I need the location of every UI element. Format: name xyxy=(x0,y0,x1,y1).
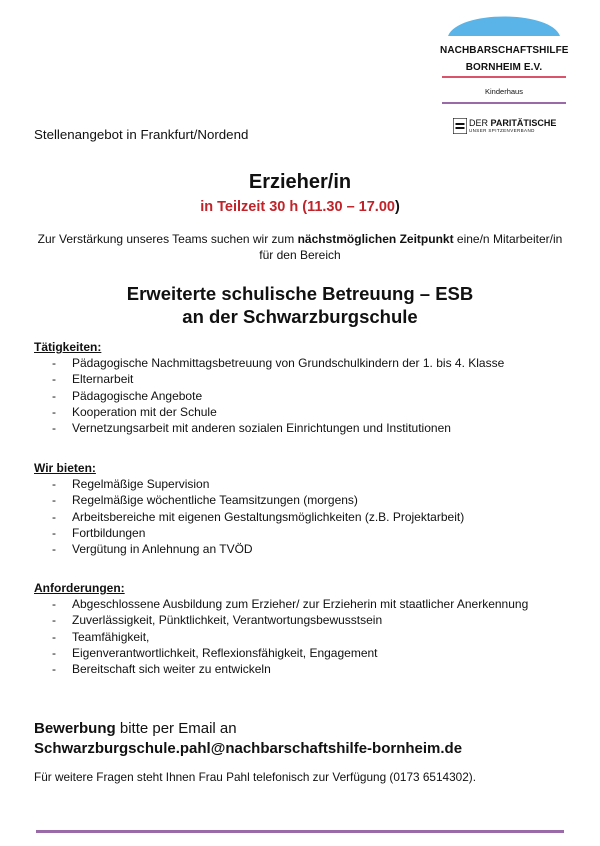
section-wir-bieten xyxy=(34,460,574,557)
intro-text: Zur Verstärkung unseres Teams suchen wir zum nächstmöglichen Zeitpunkt eine/n Mitarbeiter/in für den Bereich xyxy=(37,232,563,262)
list-item: - Regelmäßige Supervision xyxy=(52,477,210,491)
application-line: Bewerbung bitte per Email an xyxy=(34,720,237,737)
job-title: Erzieher/in xyxy=(248,171,352,193)
list-item: - Bereitschaft sich weiter zu entwickeln xyxy=(52,662,271,677)
list-item: - Pädagogische Nachmittagsbetreuung von Grundschulkindern der 1. bis 4. Klasse xyxy=(52,356,505,370)
paritaet-name: DER PARITÄTISCHE xyxy=(469,118,557,128)
list-item: - Elternarbeit xyxy=(52,372,134,387)
section-label: Anforderungen: xyxy=(34,581,125,595)
application-info xyxy=(34,719,462,759)
list-item: - Pädagogische Angebote xyxy=(52,388,203,403)
list-item: - Teamfähigkeit, xyxy=(52,629,150,644)
list-item: - Zuverlässigkeit, Pünktlichkeit, Verantwortungsbewusstsein xyxy=(52,613,383,628)
job-hours: in Teilzeit 30 h (11.30 – 17.00) xyxy=(200,199,400,215)
list-item: - Fortbildungen xyxy=(52,525,146,540)
section-label: Tätigkeiten: xyxy=(34,340,102,354)
logo-divider-red xyxy=(442,76,566,78)
section-label: Wir bieten: xyxy=(34,461,96,475)
org-name-line2: BORNHEIM E.V. xyxy=(465,62,543,73)
section-anforderungen xyxy=(34,580,574,677)
list-item: - Abgeschlossene Ausbildung zum Erzieher/ zur Erzieherin mit staatlicher Anerkennung xyxy=(52,597,529,611)
logo-divider-purple xyxy=(442,102,566,104)
list-item: - Arbeitsbereiche mit eigenen Gestaltungsmöglichkeiten (z.B. Projektarbeit) xyxy=(52,509,465,524)
paritaetische-logo xyxy=(453,118,556,134)
org-name-line1: NACHBARSCHAFTSHILFE xyxy=(440,45,569,56)
application-email[interactable]: Schwarzburgschule.pahl@nachbarschaftshilfe-bornheim.de xyxy=(34,740,463,757)
logo-arc-icon xyxy=(444,8,564,36)
department-line2: an der Schwarzburgschule xyxy=(182,306,418,327)
contact-info: Für weitere Fragen steht Ihnen Frau Pahl telefonisch zur Verfügung (0173 6514302). xyxy=(34,770,476,784)
list-item: - Vergütung in Anlehnung an TVÖD xyxy=(52,542,253,557)
paritaet-subline: UNSER SPITZENVERBAND xyxy=(469,128,535,133)
list-item: - Eigenverantwortlichkeit, Reflexionsfähigkeit, Engagement xyxy=(52,645,378,660)
footer-divider xyxy=(36,830,564,833)
department-heading xyxy=(0,282,600,328)
paritaet-mark-icon xyxy=(453,118,467,134)
list-item: - Kooperation mit der Schule xyxy=(52,404,217,419)
organization-logo xyxy=(440,8,568,104)
list-item: - Vernetzungsarbeit mit anderen sozialen Einrichtungen und Institutionen xyxy=(52,421,451,436)
section-taetigkeiten xyxy=(34,339,574,436)
department-line1: Erweiterte schulische Betreuung – ESB xyxy=(126,283,474,304)
list-item: - Regelmäßige wöchentliche Teamsitzungen (morgens) xyxy=(52,493,358,508)
logo-unit: Kinderhaus xyxy=(485,87,523,96)
job-location: Stellenangebot in Frankfurt/Nordend xyxy=(34,127,249,142)
